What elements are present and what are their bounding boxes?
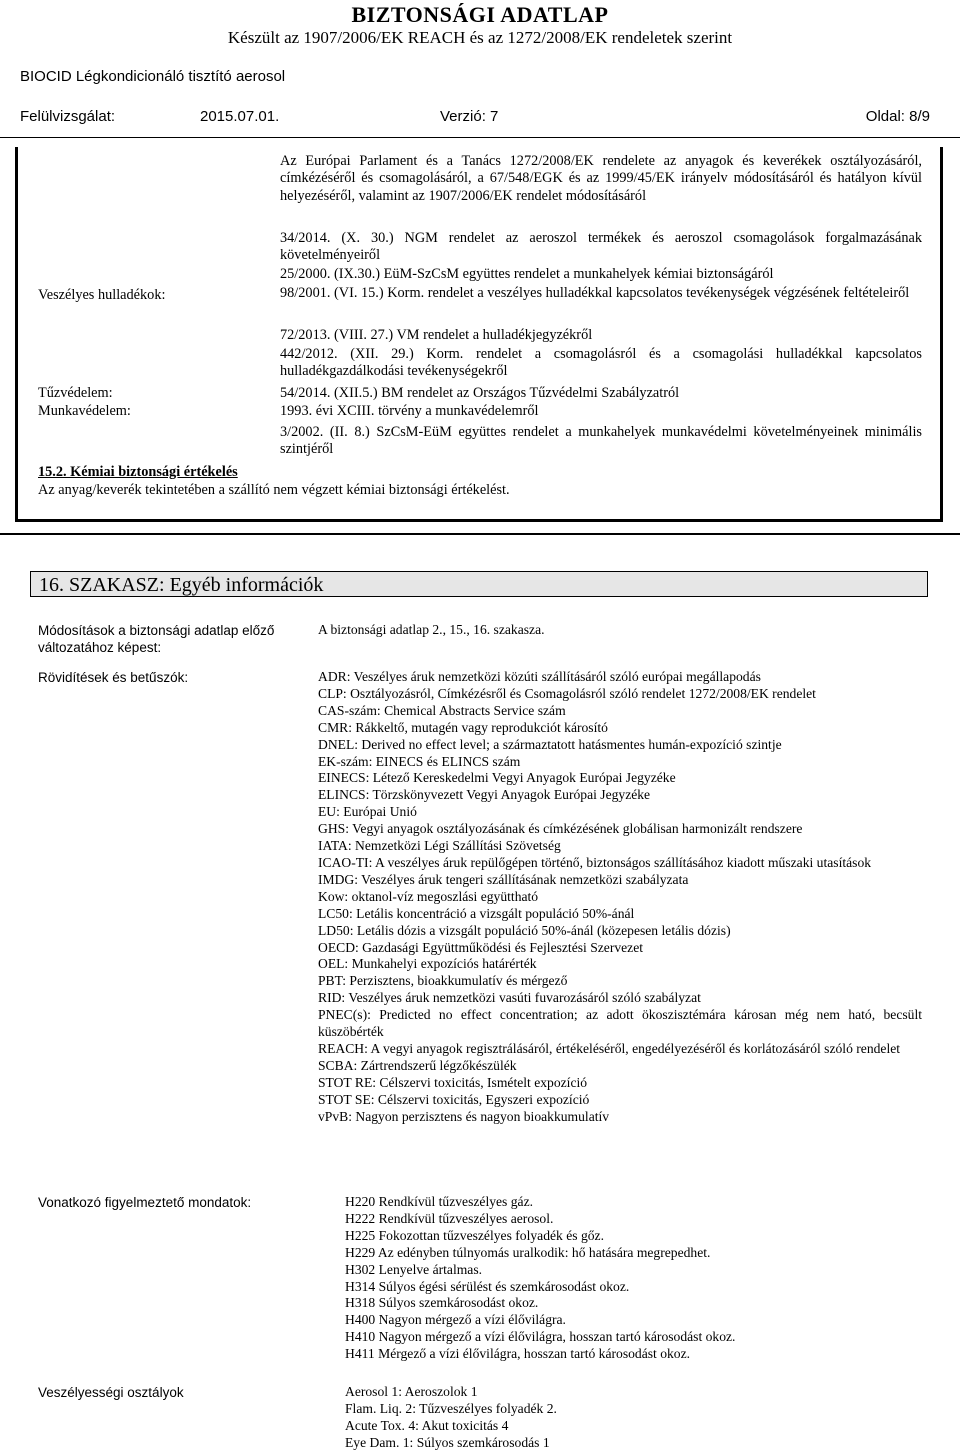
hazard-class: Acute Tox. 4: Akut toxicitás 4 <box>345 1417 509 1433</box>
regulation-3-2002: 3/2002. (II. 8.) SzCsM-EüM együttes rendelet a munkahelyek munkavédelmi követelményeinek minimális szintjéről <box>280 424 922 458</box>
hazard-class: Aerosol 1: Aeroszolok 1 <box>345 1384 478 1399</box>
version: Verzió: 7 <box>440 108 499 125</box>
regulation-442-2012: 442/2012. (XII. 29.) Korm. rendelet a csomagolásról és a csomagolási hulladékkal kapcsolatos hulladékgazdálkodási tevékenységekről <box>280 346 922 380</box>
abbr-item: REACH: A vegyi anyagok regisztrálásáról, értékeléséről, engedélyezéséről és korlátozásáról szóló rendelet <box>318 1040 901 1056</box>
hazard-statement: H220 Rendkívül tűzveszélyes gáz. <box>345 1194 533 1209</box>
regulation-54-2014: 54/2014. (XII.5.) BM rendelet az Országos Tűzvédelmi Szabályzatról <box>280 385 680 401</box>
label-changes-line1: Módosítások a biztonsági adatlap előző <box>38 623 275 638</box>
abbr-item: EK-szám: EINECS és ELINCS szám <box>318 753 521 769</box>
subsection-15-2-title: 15.2. Kémiai biztonsági értékelés <box>38 464 238 480</box>
label-hazard-statements: Vonatkozó figyelmeztető mondatok: <box>38 1195 252 1210</box>
abbr-item: CAS-szám: Chemical Abstracts Service szám <box>318 702 566 718</box>
regulation-1993-xciii: 1993. évi XCIII. törvény a munkavédelemről <box>280 403 539 419</box>
abbr-item: IMDG: Veszélyes áruk tengeri szállításának nemzetközi szabályzata <box>318 871 689 887</box>
abbr-item: OEL: Munkahelyi expozíciós határérték <box>318 956 537 972</box>
abbr-item: SCBA: Zártrendszerű légzőkészülék <box>318 1057 517 1073</box>
abbr-item: ADR: Veszélyes áruk nemzetközi közúti szállításáról szóló európai megállapodás <box>318 669 761 684</box>
regulation-1272: Az Európai Parlament és a Tanács 1272/2008/EK rendelete az anyagok és keverékek osztályozásáról, címkézéséről és csomagolásáról, a 67/548/EGK és az 1999/45/EK irányelv módosításáról és hatályon kívül helyezéséről, valamint az 1907/2006/EK rendelet módosításáról <box>280 153 922 204</box>
label-work-safety: Munkavédelem: <box>38 403 131 419</box>
hazard-statement: H222 Rendkívül tűzveszélyes aerosol. <box>345 1210 554 1226</box>
abbr-item: EINECS: Létező Kereskedelmi Vegyi Anyagok Európai Jegyzéke <box>318 770 676 786</box>
hazard-classes-list <box>345 1384 557 1452</box>
hazard-statement: H318 Súlyos szemkárosodást okoz. <box>345 1295 539 1311</box>
abbr-item: CLP: Osztályozásról, Címkézésről és Csomagolásról szóló rendelet 1272/2008/EK rendelet <box>318 685 816 701</box>
regulation-72-2013: 72/2013. (VIII. 27.) VM rendelet a hulladékjegyzékről <box>280 327 593 343</box>
abbreviations-list <box>318 669 922 1125</box>
abbr-item: RID: Veszélyes áruk nemzetközi vasúti fuvarozásáról szóló szabályzat <box>318 990 701 1006</box>
hazard-statement: H410 Nagyon mérgező a vízi élővilágra, hosszan tartó károsodást okoz. <box>345 1329 736 1345</box>
abbr-item: OECD: Gazdasági Együttműködési és Fejlesztési Szervezet <box>318 939 644 955</box>
label-hazardous-waste: Veszélyes hulladékok: <box>38 287 166 303</box>
abbr-item: Kow: oktanol-víz megoszlási együttható <box>318 888 539 904</box>
page-break-rule <box>0 533 960 535</box>
label-hazard-classes: Veszélyességi osztályok <box>38 1385 184 1400</box>
abbr-item: STOT RE: Célszervi toxicitás, Ismételt expozíció <box>318 1074 588 1090</box>
hazard-statement: H229 Az edényben túlnyomás uralkodik: hő hatására megrepedhet. <box>345 1244 711 1260</box>
hazard-class: Eye Dam. 1: Súlyos szemkárosodás 1 <box>345 1434 550 1450</box>
abbr-item: LD50: Letális dózis a vizsgált populáció 50%-ánál (közepesen letális dózis) <box>318 922 731 938</box>
header-divider <box>0 137 960 138</box>
label-changes-line2: változatához képest: <box>38 640 162 655</box>
hazard-statement: H411 Mérgező a vízi élővilágra, hosszan tartó károsodást okoz. <box>345 1346 691 1362</box>
abbr-item: CMR: Rákkeltő, mutagén vagy reprodukciót károsító <box>318 719 608 735</box>
label-fire-protection: Tűzvédelem: <box>38 385 113 401</box>
abbr-item: ELINCS: Törzskönyvezett Vegyi Anyagok Európai Jegyzéke <box>318 787 651 803</box>
hazard-statement: H314 Súlyos égési sérülést és szemkárosodást okoz. <box>345 1278 630 1294</box>
abbr-item: ICAO-TI: A veszélyes áruk repülőgépen történő, biztonságos szállításához kiadott műszaki utasítások <box>318 854 872 870</box>
revision-label: Felülvizsgálat: <box>20 108 116 125</box>
abbr-item: PNEC(s): Predicted no effect concentration; az adott ökoszisztémára károsan még nem ható, becsült küszöbérték <box>318 1007 922 1040</box>
abbr-item: IATA: Nemzetközi Légi Szállítási Szövetség <box>318 838 561 854</box>
hazard-statement: H302 Lenyelve ártalmas. <box>345 1261 483 1277</box>
hazard-statement: H400 Nagyon mérgező a vízi élővilágra. <box>345 1312 566 1328</box>
page-number: Oldal: 8/9 <box>865 108 930 125</box>
abbr-item: DNEL: Derived no effect level; a származtatott hatásmentes humán-expozíció szintje <box>318 736 782 752</box>
abbr-item: LC50: Letális koncentráció a vizsgált populáció 50%-ánál <box>318 905 635 921</box>
abbr-item: PBT: Perzisztens, bioakkumulatív és mérgező <box>318 973 568 989</box>
regulation-25-2000: 25/2000. (IX.30.) EüM-SzCsM együttes rendelet a munkahelyek kémiai biztonságáról <box>280 266 774 282</box>
section16-title: 16. SZAKASZ: Egyéb információk <box>30 571 928 597</box>
hazard-statements-list <box>345 1194 735 1363</box>
hazard-class: Flam. Liq. 2: Tűzveszélyes folyadék 2. <box>345 1400 557 1416</box>
label-abbreviations: Rövidítések és betűszók: <box>38 670 189 685</box>
document-title: BIZTONSÁGI ADATLAP <box>351 2 609 27</box>
subsection-15-2-text: Az anyag/keverék tekintetében a szállító nem végzett kémiai biztonsági értékelést. <box>38 482 510 498</box>
abbr-item: EU: Európai Unió <box>318 804 417 820</box>
product-name: BIOCID Légkondicionáló tisztító aerosol <box>20 68 286 85</box>
document-subtitle: Készült az 1907/2006/EK REACH és az 1272/2008/EK rendeletek szerint <box>227 28 733 47</box>
changes-value: A biztonsági adatlap 2., 15., 16. szakasza. <box>318 622 545 637</box>
regulation-98-2001: 98/2001. (VI. 15.) Korm. rendelet a veszélyes hulladékkal kapcsolatos tevékenységek végzésének feltételeiről <box>280 285 910 301</box>
regulation-34-2014: 34/2014. (X. 30.) NGM rendelet az aeroszol termékek és aeroszol csomagolások forgalmazásának követelményeiről <box>280 230 922 264</box>
abbr-item: GHS: Vegyi anyagok osztályozásának és címkézésének globálisan harmonizált rendszere <box>318 821 803 837</box>
abbr-item: STOT SE: Célszervi toxicitás, Egyszeri expozíció <box>318 1091 590 1107</box>
hazard-statement: H225 Fokozottan tűzveszélyes folyadék és gőz. <box>345 1227 604 1243</box>
abbr-item: vPvB: Nagyon perzisztens és nagyon bioakkumulatív <box>318 1108 610 1124</box>
revision-date: 2015.07.01. <box>200 108 280 125</box>
